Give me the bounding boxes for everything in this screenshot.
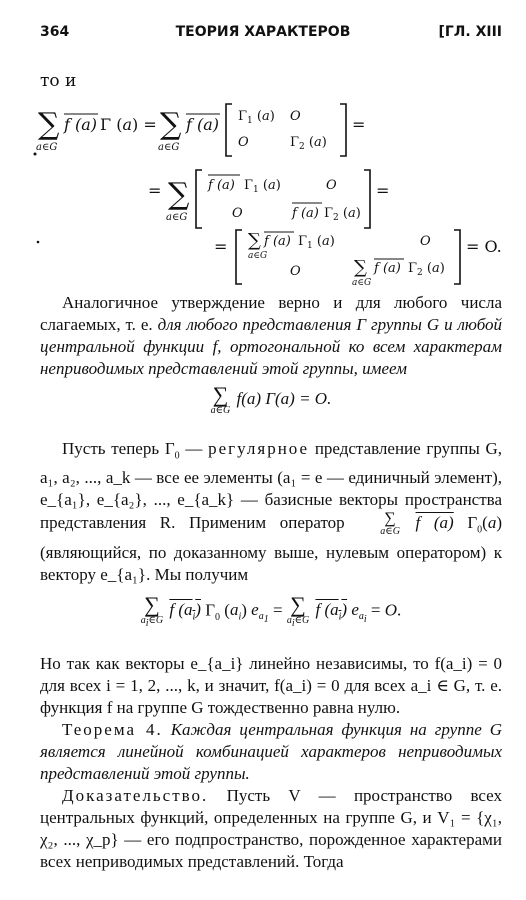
svg-text:f (a): f (a) bbox=[264, 234, 291, 249]
svg-text:∑: ∑ bbox=[168, 177, 190, 212]
intro-text: то и bbox=[40, 71, 77, 91]
paragraph-3: Но так как векторы e_{a_i} линейно независимы, то f(a_i) = 0 для всех i = 1, 2, ..., k, и значит, f(a_i) = 0 для всех a_i ∈ G, т. е. функция f на группе G тождественно равна нулю. bbox=[40, 654, 502, 718]
svg-text:a∈G: a∈G bbox=[248, 251, 268, 261]
matrix-equation-svg bbox=[0, 68, 526, 288]
svg-text:=: = bbox=[376, 181, 390, 200]
svg-text:Γ2 (a): $\Gamma_2$ (a) bbox=[408, 261, 445, 278]
svg-text:O: O bbox=[290, 264, 301, 279]
svg-text:Γ1 (a): $\Gamma_1$ (a) bbox=[238, 109, 275, 126]
svg-text:f (a): f (a) bbox=[374, 261, 401, 276]
display-equation-3: ∑ $a_i\in G$ f $(a_i)$ $\Gamma_0$ $(a_i) e_{a_1}$ = ∑ $a_i\in G$ f $(a_i) e_{a_i} = O$. bbox=[140, 591, 402, 629]
svg-text:a∈G: a∈G bbox=[352, 278, 372, 288]
display-equation-2: ∑ a∈G f(a) Γ(a) = O. bbox=[210, 382, 332, 416]
svg-text:Γ (a) =: Γ (a) = bbox=[100, 115, 157, 134]
svg-text:f (a): f (a) bbox=[292, 206, 319, 221]
chapter-label: [ГЛ. XIII bbox=[438, 24, 502, 40]
svg-text:=: = bbox=[148, 181, 162, 200]
svg-text:=: = bbox=[352, 115, 366, 134]
page-number: 364 bbox=[40, 24, 70, 40]
paragraph-2: Пусть теперь $\Gamma_0$ — регулярное представление группы G, a₁, a₂, ..., a_k — все ее элементы (a₁ = e — единичный элемент), e_{a₁}, e_{a₂}, ..., e_{a_k} — базисные векторы пространства представления R. Применим оператор ∑ a∈G f (a) $\Gamma_0(a)$ (являющийся, по доказанному выше, нулевым оператором) к вектору e_{a₁}. Мы получим bbox=[40, 439, 503, 584]
svg-text:Γ1 (a): $\Gamma_1$ (a) bbox=[298, 234, 335, 251]
svg-text:O: O bbox=[290, 109, 301, 124]
svg-text:a∈G: a∈G bbox=[158, 142, 180, 153]
svg-text:f (a): f (a) bbox=[208, 178, 235, 193]
svg-text:f (a): f (a) bbox=[64, 115, 98, 134]
svg-text:∑: ∑ bbox=[248, 230, 261, 251]
svg-text:∑: ∑ bbox=[38, 107, 60, 142]
equation-line-2 bbox=[148, 170, 389, 228]
body-text bbox=[40, 292, 502, 873]
theorem-4: Теорема 4. Каждая центральная функция на группе G является линейной комбинацией характеров неприводимых представлений этой группы. bbox=[40, 720, 503, 784]
svg-text:f (a): f (a) bbox=[186, 115, 220, 134]
svg-text:∑: ∑ bbox=[160, 107, 182, 142]
svg-text:Γ1 (a): $\Gamma_1$ (a) bbox=[244, 178, 281, 195]
running-header bbox=[0, 24, 526, 44]
equation-line-1 bbox=[36, 104, 365, 156]
running-title: ТЕОРИЯ ХАРАКТЕРОВ bbox=[175, 24, 351, 40]
matrix-equation-block bbox=[0, 68, 526, 288]
svg-text:O: O bbox=[238, 135, 249, 150]
svg-text:Γ2 (a): $\Gamma_2$ (a) bbox=[290, 135, 327, 152]
svg-text:a∈G: a∈G bbox=[36, 142, 58, 153]
svg-text:=: = bbox=[214, 237, 228, 256]
paragraph-1: Аналогичное утверждение верно и для любого числа слагаемых, т. е. для любого представления Γ группы G и любой центральной функции f, ортогональной ко всем характерам неприводимых представлений этой группы, имеем bbox=[40, 293, 503, 378]
svg-text:Γ2 (a): $\Gamma_2$ (a) bbox=[324, 206, 361, 223]
svg-text:O: O bbox=[420, 234, 431, 249]
svg-text:O: O bbox=[326, 178, 337, 193]
svg-text:a∈G: a∈G bbox=[166, 212, 188, 223]
equation-line-3 bbox=[37, 230, 502, 288]
equation-result: = O. bbox=[466, 237, 502, 256]
svg-text:O: O bbox=[232, 206, 243, 221]
svg-text:∑: ∑ bbox=[354, 257, 367, 278]
proof: Доказательство. Пусть V — пространство всех центральных функций, определенных на группе G, и V₁ = {χ₁, χ₂, ..., χ_p} — его подпространство, порожденное характерами всех неприводимых представлений. Тогда bbox=[40, 786, 502, 872]
